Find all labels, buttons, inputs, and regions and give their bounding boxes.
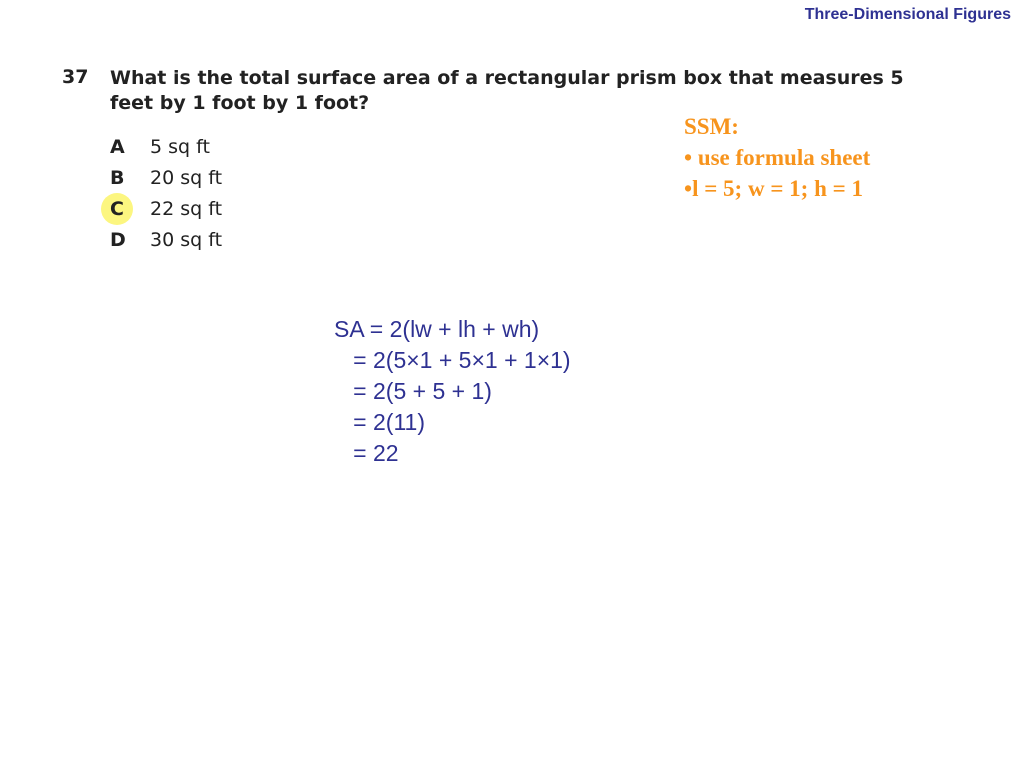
choice-text: 20 sq ft [150, 167, 223, 189]
ssm-heading: SSM: [684, 114, 739, 139]
choice-letter: C [110, 198, 150, 220]
question-text: What is the total surface area of a rectangular prism box that measures 5 feet by 1 foot by 1 foot? [110, 67, 904, 114]
choice-c[interactable] [110, 198, 222, 229]
ssm-notes [684, 111, 870, 204]
solution-line: = 2(5×1 + 5×1 + 1×1) [334, 347, 571, 373]
answer-choices [110, 136, 222, 260]
ssm-item: •l = 5; w = 1; h = 1 [684, 176, 863, 201]
ssm-item: • use formula sheet [684, 145, 871, 170]
choice-letter: B [110, 167, 125, 189]
question-number: 37 [62, 66, 89, 88]
solution-line: = 2(5 + 5 + 1) [334, 378, 492, 404]
choice-b[interactable] [110, 167, 222, 198]
choice-text: 22 sq ft [150, 198, 223, 220]
choice-a[interactable] [110, 136, 222, 167]
solution-line: SA = 2(lw + lh + wh) [334, 316, 540, 342]
choice-letter: D [110, 229, 126, 251]
solution-work [334, 314, 571, 469]
solution-line: = 22 [334, 440, 399, 466]
choice-letter: A [110, 136, 125, 158]
choice-text: 30 sq ft [150, 229, 223, 251]
page-title: Three-Dimensional Figures [804, 6, 1011, 23]
choice-d[interactable] [110, 229, 222, 260]
solution-line: = 2(11) [334, 409, 425, 435]
choice-text: 5 sq ft [150, 136, 210, 158]
